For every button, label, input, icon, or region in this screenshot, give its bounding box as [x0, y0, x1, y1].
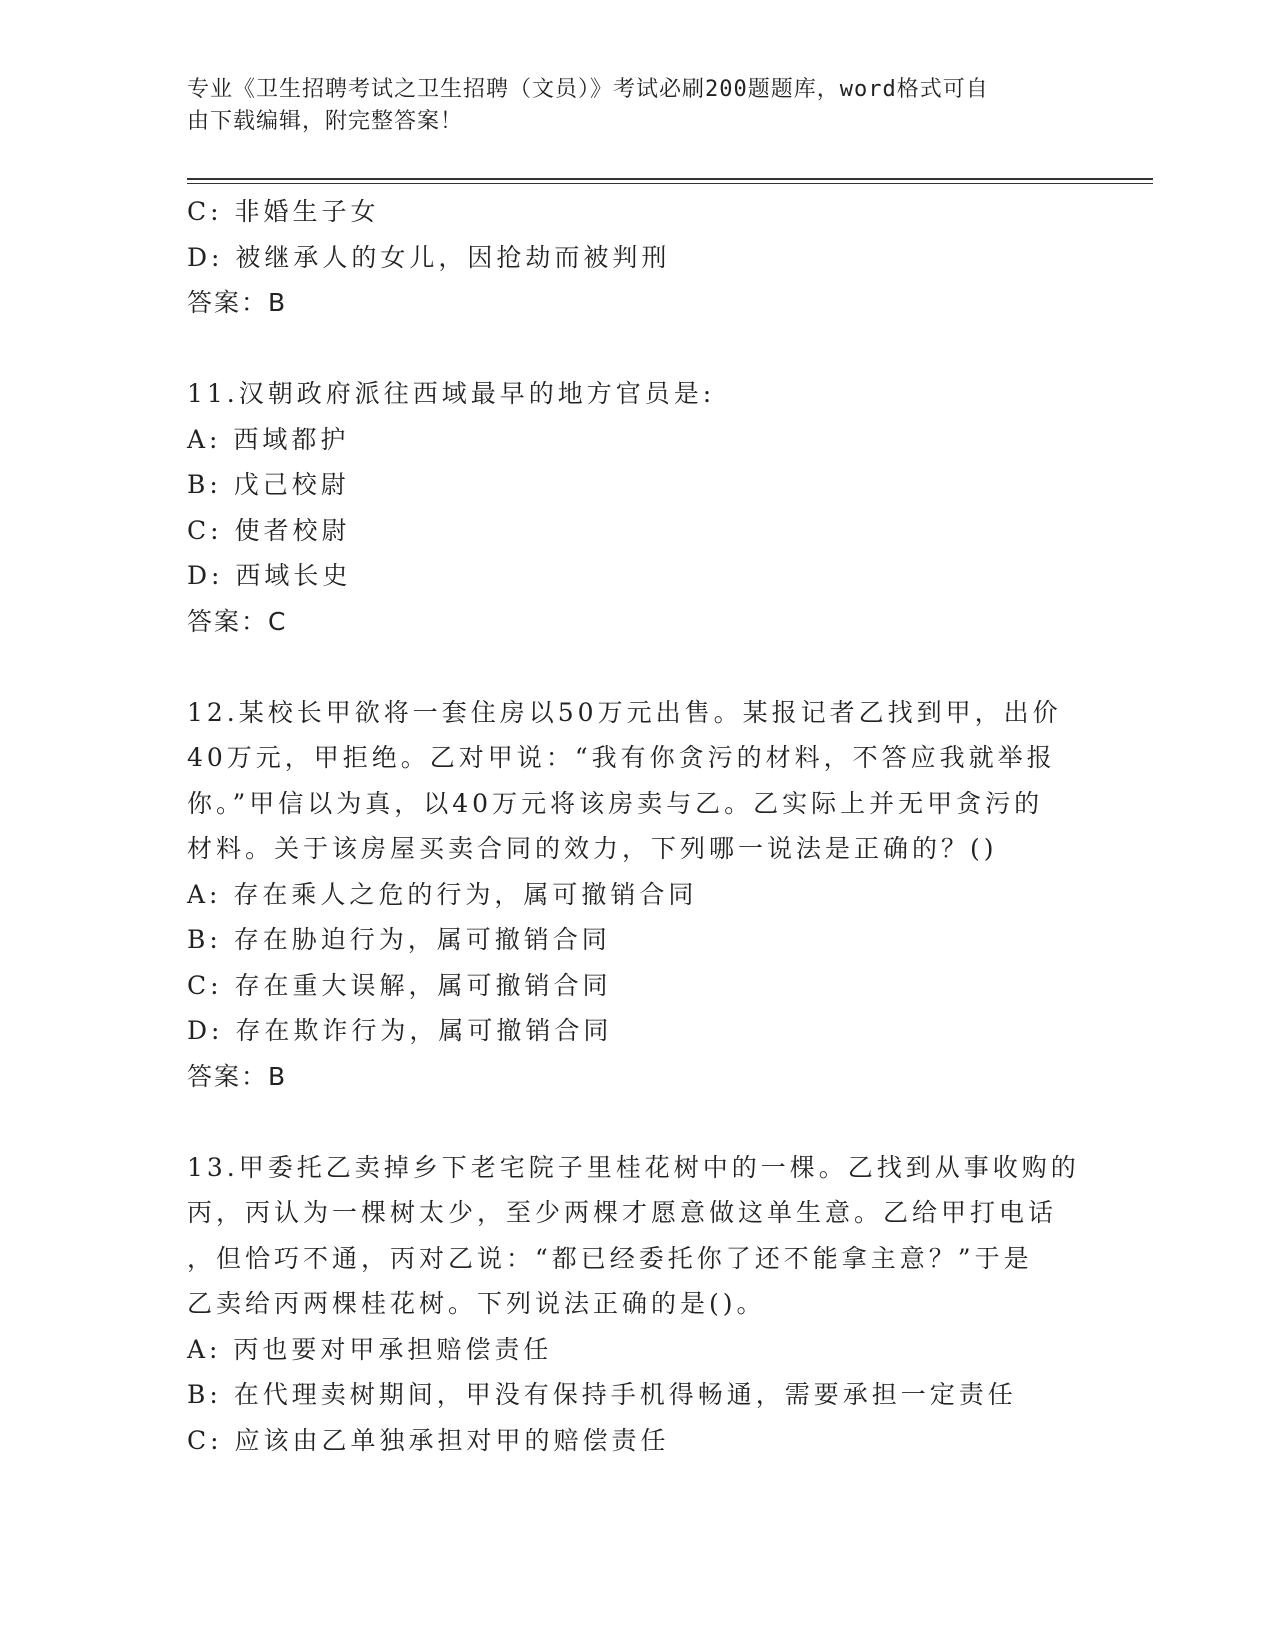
option-a: A: 存在乘人之危的行为，属可撤销合同 [187, 879, 698, 909]
option-c: C: 存在重大误解，属可撤销合同 [187, 970, 612, 1000]
question-11 [187, 371, 1087, 644]
option-c: C: 非婚生子女 [187, 197, 380, 226]
question-text: 11.汉朝政府派往西域最早的地方官员是: [187, 379, 716, 408]
question-list [187, 189, 1087, 1463]
header-line-2: 由下载编辑，附完整答案！ [187, 109, 464, 134]
option-c: C: 使者校尉 [187, 515, 351, 545]
question-text-line: 你。”甲信以为真，以40万元将该房卖与乙。乙实际上并无甲贪污的 [187, 788, 1044, 818]
option-b: B: 戊己校尉 [187, 470, 350, 499]
answer: 答案：C [187, 606, 288, 636]
option-d: D: 被继承人的女儿，因抢劫而被判刑 [187, 242, 671, 272]
option-d: D: 存在欺诈行为，属可撤销合同 [187, 1016, 613, 1045]
question-text-line: 12.某校长甲欲将一套住房以50万元出售。某报记者乙找到甲，出价 [187, 697, 1062, 727]
spacer [187, 644, 1087, 690]
question-text-line: 材料。关于该房屋买卖合同的效力，下列哪一说法是正确的？() [187, 834, 998, 863]
option-b: B: 在代理卖树期间，甲没有保持手机得畅通，需要承担一定责任 [187, 1380, 1017, 1409]
option-a: A: 西域都护 [187, 424, 350, 454]
question-text-line: 乙卖给丙两棵桂花树。下列说法正确的是()。 [187, 1289, 766, 1318]
spacer [187, 326, 1087, 372]
option-d: D: 西域长史 [187, 561, 352, 590]
spacer [187, 1099, 1087, 1145]
question-text-line: 13.甲委托乙卖掉乡下老宅院子里桂花树中的一棵。乙找到从事收购的 [187, 1152, 1080, 1182]
question-10 [187, 189, 1087, 326]
document-header [187, 74, 1067, 138]
question-text-line: ，但恰巧不通，丙对乙说：“都已经委托你了还不能拿主意？”于是 [187, 1243, 1033, 1273]
header-line-1: 专业《卫生招聘考试之卫生招聘（文员）》考试必刷200题题库，word格式可自 [187, 77, 989, 102]
question-12 [187, 690, 1087, 1100]
question-text-line: 40万元，甲拒绝。乙对甲说：“我有你贪污的材料，不答应我就举报 [187, 743, 1056, 772]
header-divider-thin [187, 183, 1153, 184]
question-13 [187, 1145, 1087, 1464]
header-divider-thick [187, 178, 1153, 180]
option-a: A: 丙也要对甲承担赔偿责任 [187, 1334, 553, 1364]
answer: 答案：B [187, 1061, 288, 1091]
answer: 答案：B [187, 288, 288, 317]
question-text-line: 丙，丙认为一棵树太少，至少两棵才愿意做这单生意。乙给甲打电话 [187, 1198, 1058, 1227]
option-c: C: 应该由乙单独承担对甲的赔偿责任 [187, 1425, 670, 1455]
option-b: B: 存在胁迫行为，属可撤销合同 [187, 925, 611, 954]
